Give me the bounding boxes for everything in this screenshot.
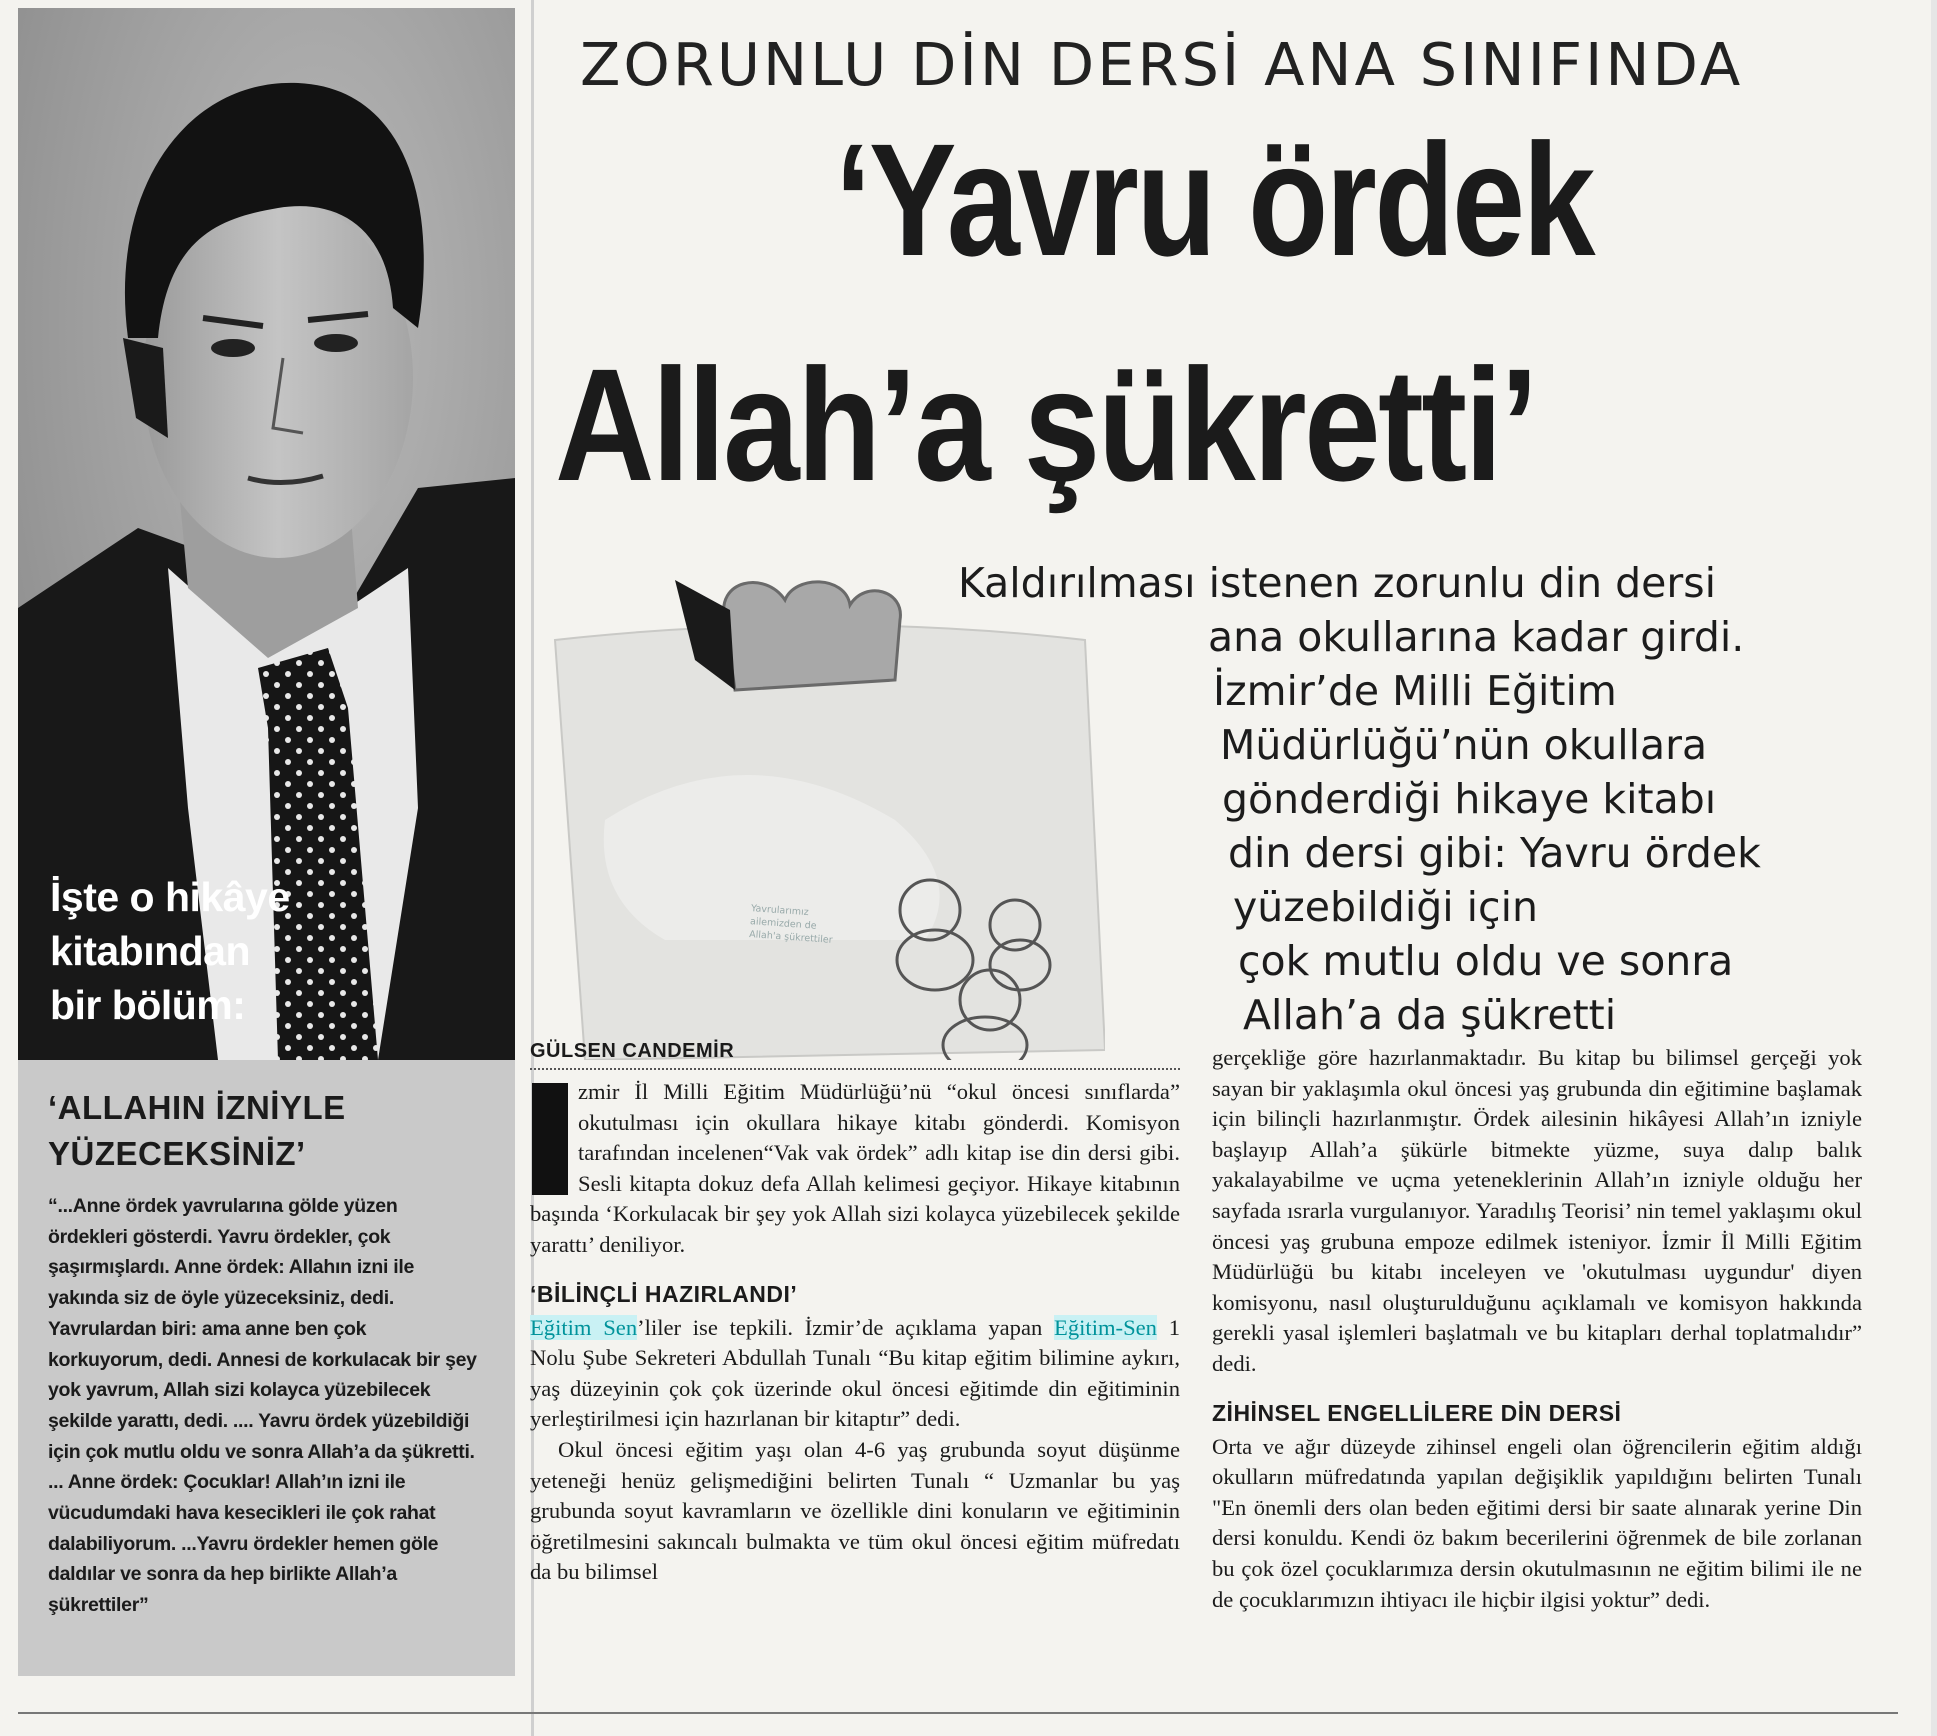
sidebar-story — [48, 1085, 478, 1621]
book-text-line: Allah'a şükrettiler — [748, 929, 833, 946]
sidebar-heading-line: ‘ALLAHIN İZNİYLE — [48, 1089, 346, 1126]
storybook-illustration — [545, 580, 1105, 1060]
byline-divider — [530, 1068, 1180, 1070]
deck-line: gönderdiği hikaye kitabı — [1222, 775, 1717, 823]
paragraph-text: 1 Nolu Şube Sekreteri Abdullah Tunalı “Bu kitap eğitim bilimine aykırı, yaş düzeyinin çok çok üzerinde okul öncesi eğitimde din eğitiminin yerleştirilmesi için hazırlanan bir kitaptır” dedi. — [530, 1314, 1180, 1432]
article-paragraph: Okul öncesi eğitim yaşı olan 4-6 yaş grubunda soyut düşünme yeteneği henüz gelişmediğini belirten Tunalı “ Uzmanlar bu yaş grubunda soyut kavramların ve özellikle dini konuların ve eğitiminin öğretilmesini sakıncalı bulmakta ve tüm okul öncesi eğitim müfredatı da bu bilimsel — [530, 1436, 1180, 1585]
deck-line: din dersi gibi: Yavru ördek — [1228, 829, 1761, 877]
article-paragraph — [530, 1077, 1180, 1261]
byline: GÜLSEN CANDEMİR — [530, 1040, 735, 1062]
caption-line: İşte o hikâye — [50, 874, 290, 920]
deck-line: Kaldırılması istenen zorunlu din dersi — [958, 559, 1716, 607]
deck-line: Allah’a da şükretti — [1243, 991, 1617, 1039]
paragraph-text: ’liler ise tepkili. İzmir’de açıklama yapan — [637, 1314, 1055, 1340]
caption-line: kitabından — [50, 928, 251, 974]
book-text — [749, 902, 835, 947]
book-text-line: ailemizden de — [749, 916, 817, 932]
section-subhead: ZİHİNSEL ENGELLİLERE DİN DERSİ — [1212, 1399, 1622, 1426]
headline-kicker: ZORUNLU DİN DERSİ ANA SINIFINDA — [580, 30, 1744, 99]
deck-line: çok mutlu oldu ve sonra — [1238, 937, 1734, 985]
drop-cap-i — [532, 1083, 568, 1195]
deck-line: Müdürlüğü’nün okullara — [1220, 721, 1708, 769]
highlighted-text: Eğitim-Sen — [1054, 1314, 1157, 1340]
page-edge — [1931, 0, 1937, 1736]
article-column-2 — [1212, 1043, 1862, 1615]
section-subhead: ‘BİLİNÇLİ HAZIRLANDI’ — [530, 1280, 798, 1307]
paragraph-text: zmir İl Milli Eğitim Müdürlüğü’nü “okul öncesi sınıflarda” okutulması için okullara hikaye kitabı gönderdi. Komisyon tarafından incelenen“Vak vak ördek” adlı kitap ise din dersi gibi. Sesli kitapta dokuz defa Allah kelimesi geçiyor. Hikaye kitabının başında ‘Korkulacak bir şey yok Allah sizi kolayca yüzebilecek şekilde yarattı’ deniliyor. — [530, 1079, 1180, 1257]
caption-line: bir bölüm: — [50, 982, 246, 1028]
article-paragraph — [530, 1313, 1180, 1435]
photo-caption — [50, 870, 350, 1032]
article-paragraph: gerçekliğe göre hazırlanmaktadır. Bu kitap bu bilimsel gerçeği yok sayan bir yaklaşımla okul öncesi yaş grubunda din eğitimine başlamak için bilinçli hazırlanmıştır. Ördek ailesinin hikâyesi Allah’ın izniyle başlayıp Allah’a şükürle bitmekte yüzme, suya dalıp balık yakalayabilme ve uçma yeteneklerinin Allah’ın izniyle olduğu her sayfada ısrarla vurgulanıyor. Yaradılış Teorisi’ nin temel yaklaşımı okul öncesi yaş grubuna empoze edilmek isteniyor. İzmir İl Milli Eğitim Müdürlüğü bu kitabı inceleyen ve 'okutulması uygundur' diyen komisyonu, nasıl oluşturulduğunu açıklamalı ve komisyon hakkında gerekli yasal işlemleri başlatmalı ve bu kitapları derhal toplatmalıdır” dedi. — [1212, 1045, 1862, 1376]
headline-line-1: ‘Yavru ördek — [835, 110, 1594, 289]
sidebar-quote: “...Anne ördek yavrularına gölde yüzen ördekleri gösterdi. Yavru ördekler, çok şaşırmışlardı. Anne ördek: Allahın izni ile yakında siz de öyle yüzeceksiniz, dedi. Yavrulardan biri: ama anne ben çok korkuyorum, dedi. Annesi de korkulacak bir şey yok yavrum, Allah sizi kolayca yüzebilecek şekilde yarattı, dedi. .... Yavru ördek yüzebildiği için çok mutlu oldu ve sonra Allah’a da şükretti. ... Anne ördek: Çocuklar! Allah’ın izni ile vücudumdaki hava kesecikleri ile çok rahat dalabiliyorum. ...Yavru ördekler hemen göle daldılar ve sonra da hep birlikte Allah’a şükrettiler” — [48, 1195, 477, 1617]
deck-line: İzmir’de Milli Eğitim — [1213, 667, 1617, 715]
bottom-rule — [18, 1712, 1898, 1714]
highlighted-text: Eğitim Sen — [530, 1314, 638, 1340]
sidebar-heading-line: YÜZECEKSİNİZ’ — [48, 1135, 306, 1172]
headline-line-2: Allah’a şükretti’ — [555, 335, 1536, 514]
book-text-line: Yavrularımız — [750, 903, 810, 919]
article-paragraph: Orta ve ağır düzeyde zihinsel engeli olan öğrencilerin eğitim aldığı okulların müfredatında yapılan değişiklik yapıldığını belirten Tunalı "En önemli ders olan beden eğitimi dersi bir saate alınarak yerine Din dersi konuldu. Kendi öz bakım becerilerini öğrenmek de bile zorlanan bu çok özel çocuklarımıza dersin okutulmasının ne eğitim bilimi ile ne de çocuklarımızın ihtiyacı ile hiçbir ilgisi yoktur” dedi. — [1212, 1433, 1862, 1612]
deck-line: ana okullarına kadar girdi. — [1208, 613, 1745, 661]
sidebar-heading — [48, 1085, 478, 1177]
article-column-1 — [530, 1077, 1180, 1588]
deck-line: yüzebildiği için — [1233, 883, 1538, 931]
